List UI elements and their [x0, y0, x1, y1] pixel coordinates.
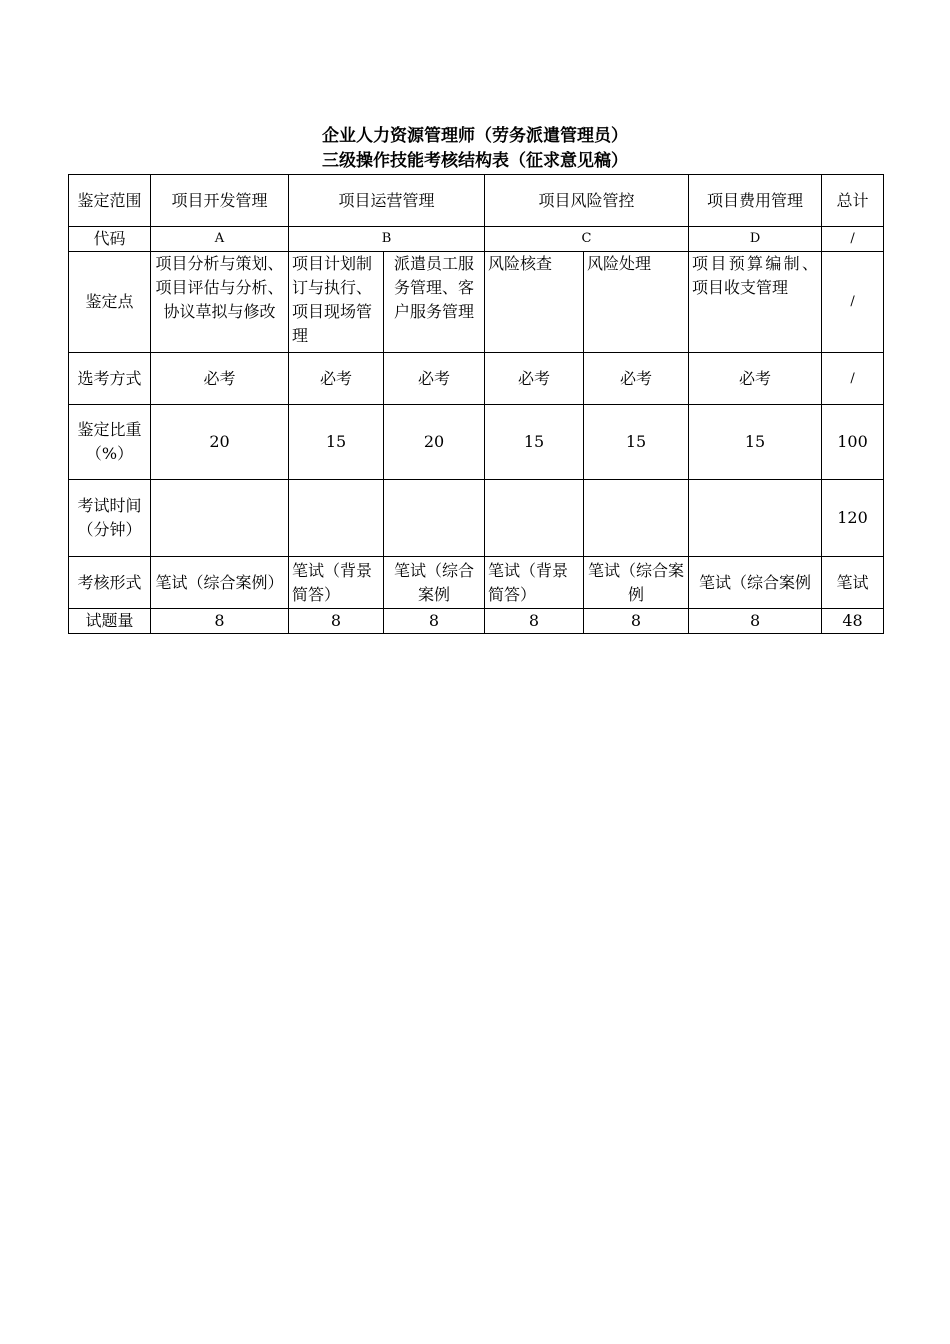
- time-cell: [689, 480, 822, 557]
- weight-cell: 15: [584, 405, 689, 480]
- code-cell: A: [151, 227, 289, 252]
- count-cell: 8: [151, 609, 289, 634]
- count-cell: 8: [485, 609, 584, 634]
- count-cell: 8: [384, 609, 485, 634]
- table-row-count: [69, 609, 884, 634]
- total-cell: 120: [822, 480, 884, 557]
- method-cell: 必考: [485, 353, 584, 405]
- form-cell: 笔试（综合案例: [689, 557, 822, 609]
- document-title-line1: 企业人力资源管理师（劳务派遣管理员）: [322, 126, 628, 146]
- time-cell: [384, 480, 485, 557]
- method-cell: 必考: [689, 353, 822, 405]
- table-row-method: [69, 353, 884, 405]
- time-cell: [584, 480, 689, 557]
- form-cell: 笔试（综合案例: [384, 557, 485, 609]
- total-cell: /: [822, 353, 884, 405]
- point-cell: 项目分析与策划、项目评估与分析、协议草拟与修改: [151, 252, 289, 353]
- method-cell: 必考: [151, 353, 289, 405]
- table-row-points: [69, 252, 884, 353]
- time-cell: [485, 480, 584, 557]
- code-cell: C: [485, 227, 689, 252]
- total-cell: 总计: [822, 175, 884, 227]
- total-cell: 48: [822, 609, 884, 634]
- header-cell: 选考方式: [69, 353, 151, 405]
- time-cell: [289, 480, 384, 557]
- weight-cell: 15: [289, 405, 384, 480]
- table-row-weight: [69, 405, 884, 480]
- total-cell: 100: [822, 405, 884, 480]
- scope-cell: 项目费用管理: [689, 175, 822, 227]
- total-cell: 笔试: [822, 557, 884, 609]
- code-cell: D: [689, 227, 822, 252]
- point-cell: 项目计划制订与执行、项目现场管理: [289, 252, 384, 353]
- method-cell: 必考: [584, 353, 689, 405]
- code-cell: B: [289, 227, 485, 252]
- header-cell: 代码: [69, 227, 151, 252]
- table-row-scope: [69, 175, 884, 227]
- point-cell: 项目预算编制、项目收支管理: [689, 252, 822, 353]
- count-cell: 8: [584, 609, 689, 634]
- table-row-form: [69, 557, 884, 609]
- method-cell: 必考: [289, 353, 384, 405]
- count-cell: 8: [689, 609, 822, 634]
- total-cell: /: [822, 252, 884, 353]
- time-cell: [151, 480, 289, 557]
- header-cell: 考核形式: [69, 557, 151, 609]
- table-row-time: [69, 480, 884, 557]
- weight-cell: 20: [151, 405, 289, 480]
- form-cell: 笔试（背景简答）: [289, 557, 384, 609]
- header-cell: 鉴定比重（%）: [69, 405, 151, 480]
- count-cell: 8: [289, 609, 384, 634]
- method-cell: 必考: [384, 353, 485, 405]
- header-cell: 考试时间（分钟）: [69, 480, 151, 557]
- header-cell: 鉴定点: [69, 252, 151, 353]
- weight-cell: 20: [384, 405, 485, 480]
- scope-cell: 项目风险管控: [485, 175, 689, 227]
- assessment-structure-table: [68, 174, 884, 634]
- form-cell: 笔试（综合案例）: [151, 557, 289, 609]
- weight-cell: 15: [689, 405, 822, 480]
- total-cell: /: [822, 227, 884, 252]
- form-cell: 笔试（背景简答）: [485, 557, 584, 609]
- weight-cell: 15: [485, 405, 584, 480]
- header-cell: 鉴定范围: [69, 175, 151, 227]
- point-cell: 风险处理: [584, 252, 689, 353]
- header-cell: 试题量: [69, 609, 151, 634]
- document-title-line2: 三级操作技能考核结构表（征求意见稿）: [322, 151, 628, 171]
- form-cell: 笔试（综合案例: [584, 557, 689, 609]
- scope-cell: 项目开发管理: [151, 175, 289, 227]
- point-cell: 派遣员工服务管理、客户服务管理: [384, 252, 485, 353]
- point-cell: 风险核查: [485, 252, 584, 353]
- scope-cell: 项目运营管理: [289, 175, 485, 227]
- table-row-code: [69, 227, 884, 252]
